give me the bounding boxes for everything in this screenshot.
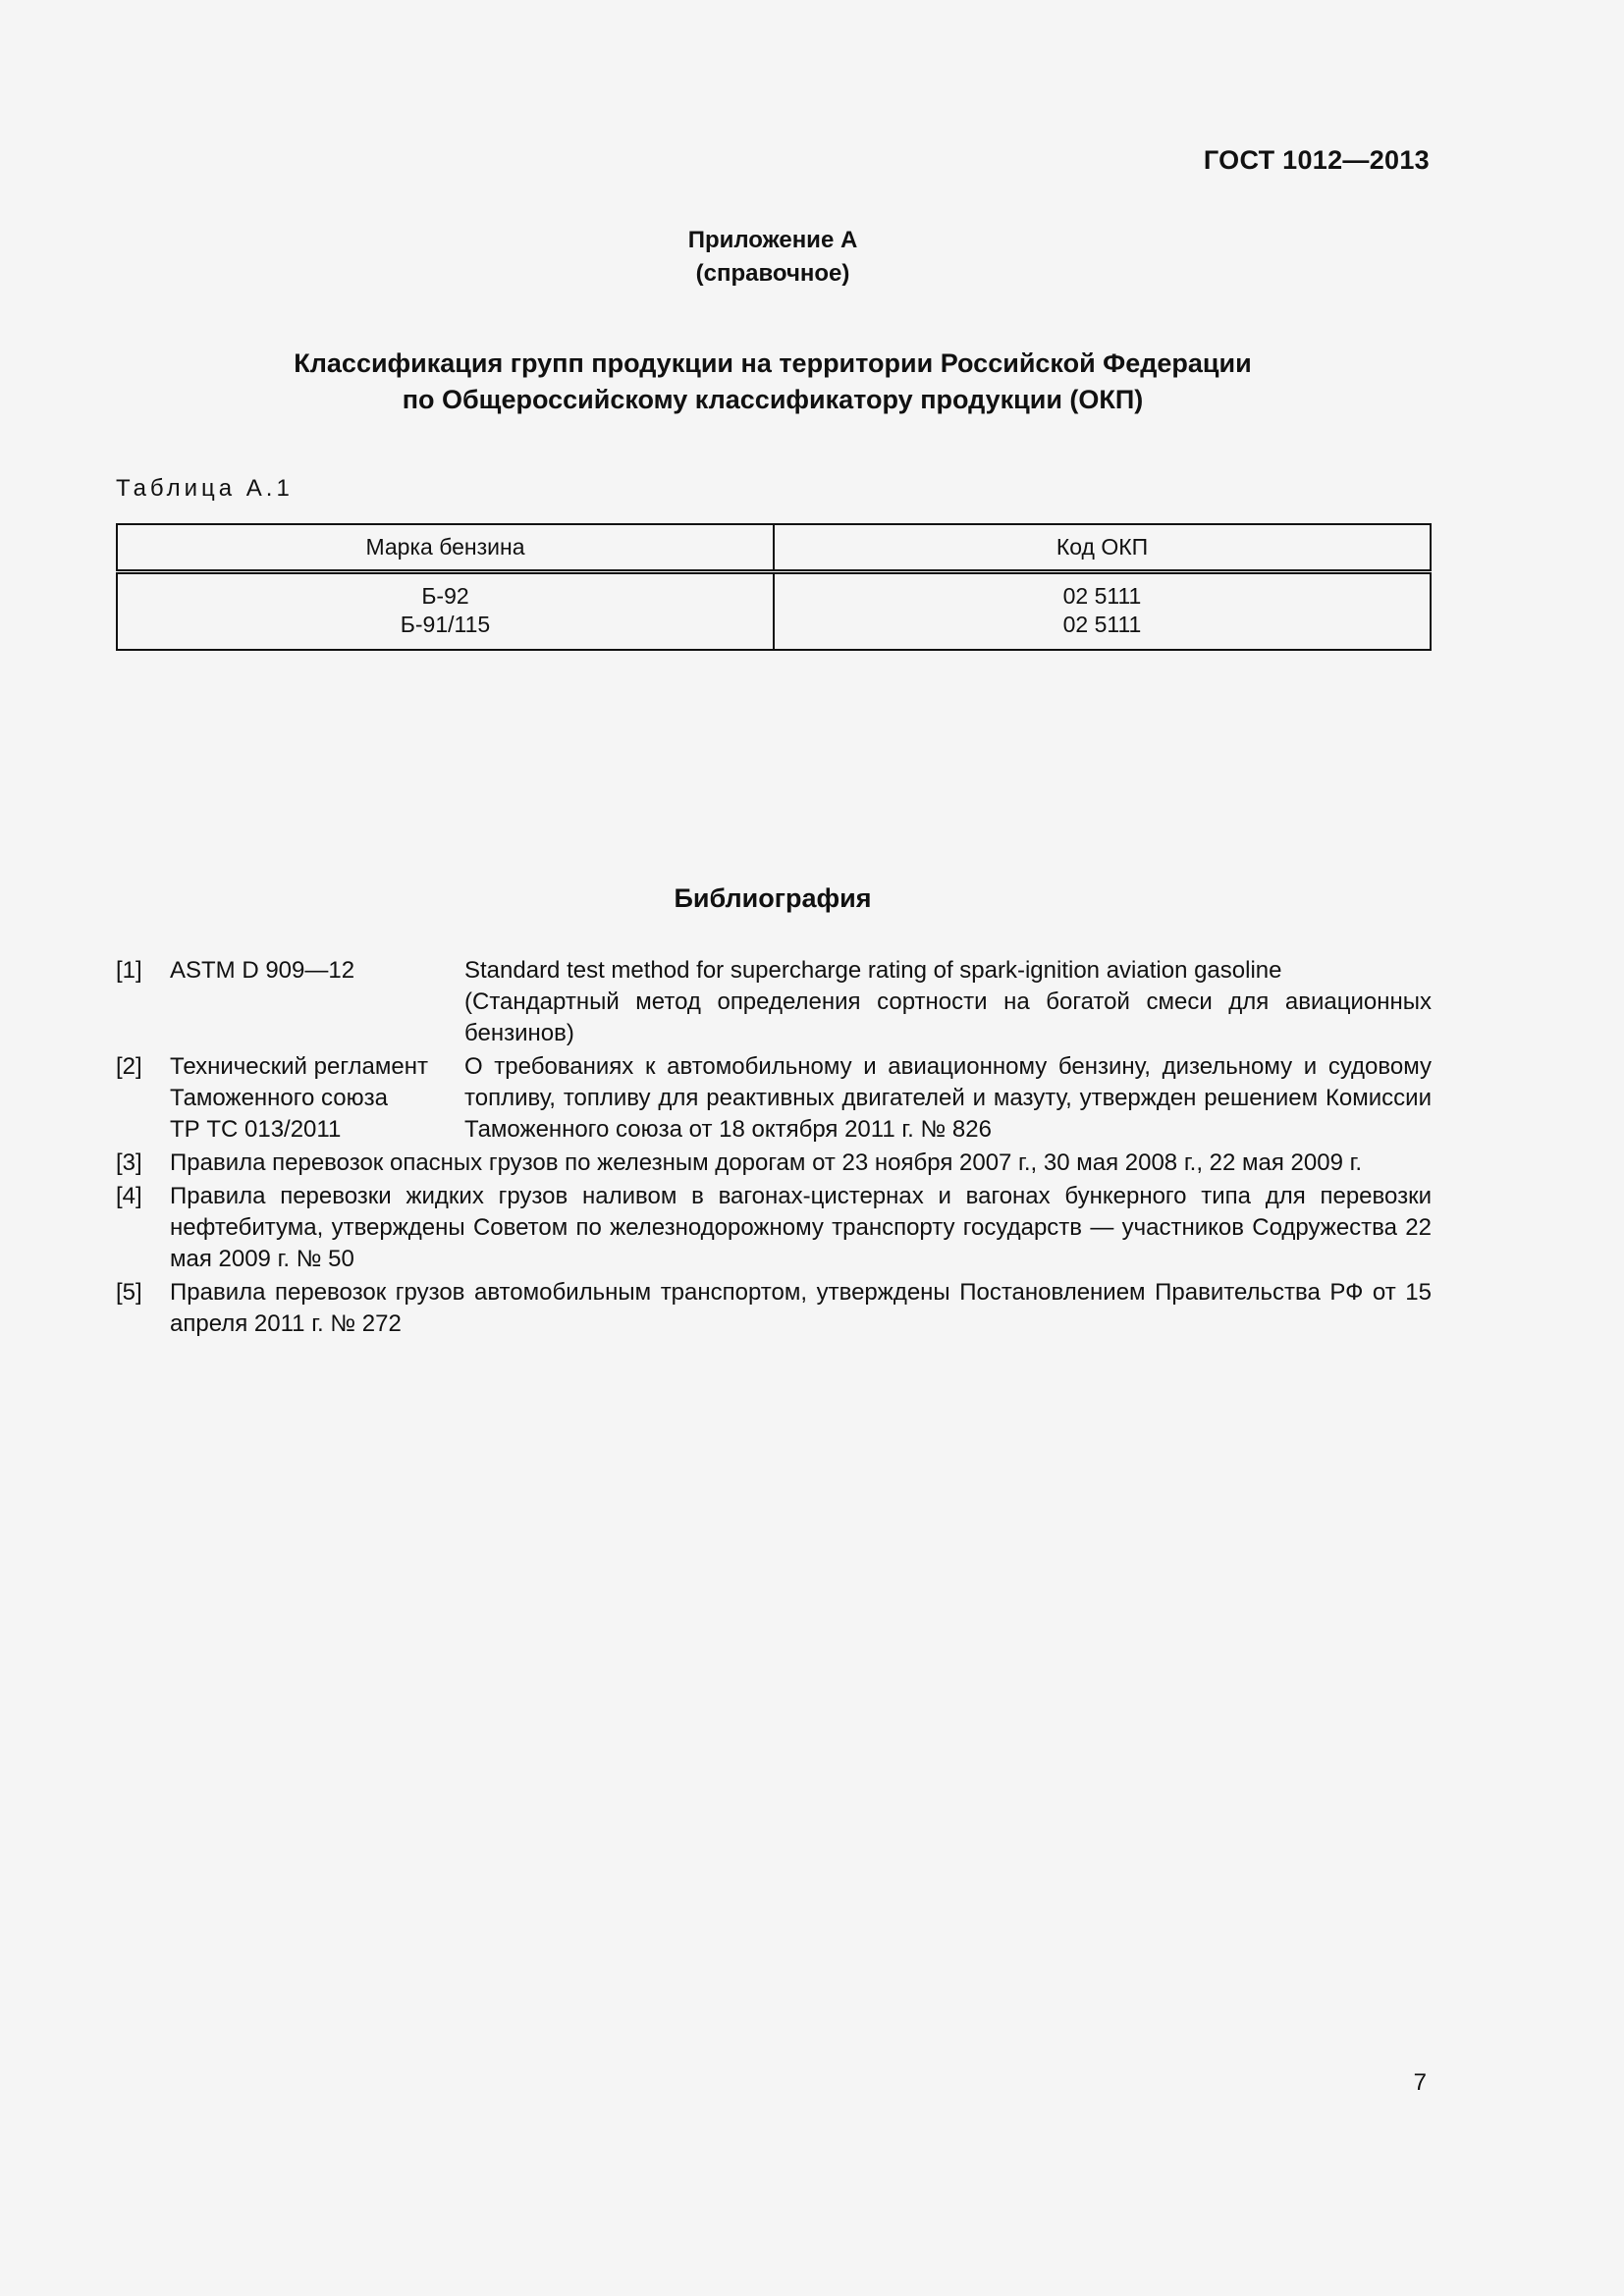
table-row — [117, 572, 1431, 651]
classification-title-line1: Классификация групп продукции на территории Российской Федерации — [294, 348, 1252, 378]
entry-description-line: Standard test method for supercharge rating of spark-ignition aviation gasoline — [464, 957, 1282, 984]
entry-source-line: Технический регламент — [170, 1053, 428, 1080]
appendix-subtitle: (справочное) — [695, 260, 850, 287]
entry-description-line: (Стандартный метод определения сортности на богатой смеси для авиационных бензинов) — [464, 988, 1432, 1046]
grade-value: Б-91/115 — [400, 612, 491, 637]
entry-number: [4] — [116, 1183, 142, 1209]
classification-title-line2: по Общероссийскому классификатору продукции (ОКП) — [402, 385, 1144, 414]
column-header-grade: Марка бензина — [117, 524, 774, 572]
grade-cell — [117, 572, 774, 651]
bibliography-entry — [116, 1181, 1432, 1275]
entry-text: Правила перевозки жидких грузов наливом в вагонах-цистернах и вагонах бункерного типа для перевозки нефтебитума, утверждены Советом по железнодорожному транспорту государств — участников Содружества 22 мая 2009 г. № 50 — [170, 1183, 1432, 1272]
code-value: 02 5111 — [1062, 612, 1142, 637]
entry-text: Правила перевозок опасных грузов по железным дорогам от 23 ноября 2007 г., 30 мая 2008 г., 22 мая 2009 г. — [170, 1149, 1363, 1176]
bibliography-entry — [116, 1277, 1432, 1340]
entry-number: [2] — [116, 1053, 142, 1080]
okp-table — [116, 523, 1432, 651]
page-number: 7 — [1413, 2069, 1427, 2096]
bibliography-list — [116, 955, 1432, 1342]
appendix-heading — [0, 224, 1545, 291]
entry-description — [464, 1051, 1432, 1146]
bibliography-entry — [116, 1148, 1432, 1179]
entry-number: [1] — [116, 957, 142, 984]
bibliography-entry — [116, 955, 1432, 1049]
table-header-row — [117, 524, 1431, 572]
code-cell — [774, 572, 1431, 651]
table-label: Таблица А.1 — [116, 475, 294, 502]
entry-number: [5] — [116, 1279, 142, 1306]
entry-source-line: Таможенного союза — [170, 1085, 388, 1111]
appendix-title: Приложение А — [687, 227, 858, 253]
entry-source — [170, 1051, 464, 1146]
column-header-code: Код ОКП — [774, 524, 1431, 572]
code-value: 02 5111 — [1062, 583, 1142, 609]
entry-text: Правила перевозок грузов автомобильным транспортом, утверждены Постановлением Правительства РФ от 15 апреля 2011 г. № 272 — [170, 1279, 1432, 1337]
entry-number: [3] — [116, 1149, 142, 1176]
entry-description — [464, 955, 1432, 1049]
entry-source-line: ТР ТС 013/2011 — [170, 1116, 342, 1143]
grade-value: Б-92 — [421, 583, 469, 609]
entry-description-line: О требованиях к автомобильному и авиационному бензину, дизельному и судовому топливу, топливу для реактивных двигателей и мазуту, утвержден решением Комиссии Таможенного союза от 18 октября 2011 г. № 826 — [464, 1053, 1432, 1143]
entry-source — [170, 955, 464, 1049]
standard-number: ГОСТ 1012—2013 — [1203, 145, 1430, 175]
classification-title — [0, 346, 1545, 418]
bibliography-title: Библиография — [674, 883, 872, 913]
entry-source-line: ASTM D 909—12 — [170, 957, 355, 984]
bibliography-entry — [116, 1051, 1432, 1146]
